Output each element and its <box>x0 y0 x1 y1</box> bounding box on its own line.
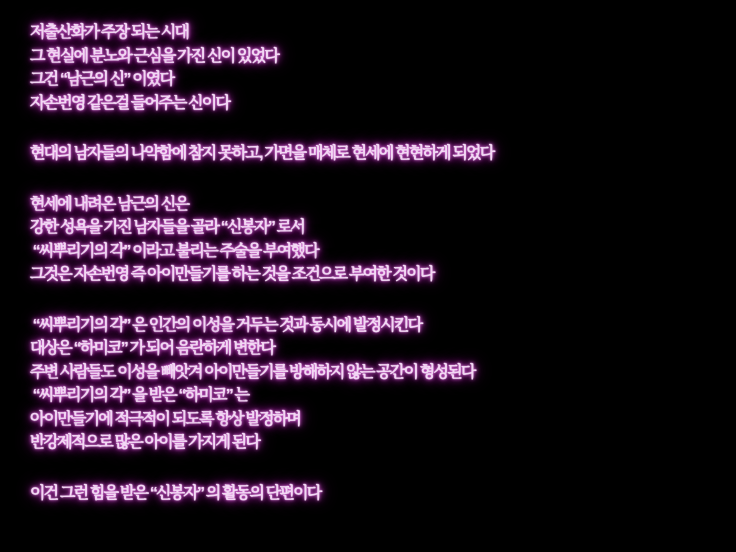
text-line: 현대의 남자들의 나약함에 참지 못하고, 가면을 매체로 현세에 현현하게 되었다 <box>30 145 494 162</box>
text-line: 그것은 자손번영 즉 아이만들기를 하는 것을 조건으로 부여한 것이다 <box>30 266 434 283</box>
text-line: “씨뿌리기의 각” 을 받은 “하미코” 는 <box>30 387 249 404</box>
text-line: 대상은 “하미코” 가 되어 음란하게 변한다 <box>30 340 275 357</box>
paragraph-believers <box>30 193 728 287</box>
text-line: “씨뿌리기의 각” 은 인간의 이성을 거두는 것과 동시에 발정시킨다 <box>30 316 422 334</box>
text-line: 저출산화가 주장 되는 시대 <box>30 24 189 41</box>
paragraph-effects <box>30 314 728 455</box>
text-line: 이건 그런 힘을 받은 “신봉자” 의 활동의 단편이다 <box>30 484 321 502</box>
text-line: 반강제적으로 많은 아이를 가지게 된다 <box>30 434 260 451</box>
text-line: 주변 사람들도 이성을 빼앗겨 아이만들기를 방해하지 않는 공간이 형성된다 <box>30 363 475 381</box>
text-line: 아이만들기에 적극적이 되도록 항상 발정하며 <box>30 410 301 428</box>
paragraph-manifestation <box>30 142 728 166</box>
paragraph-intro <box>30 21 728 115</box>
paragraph-closing <box>30 482 728 506</box>
text-line: 그건 “남근의 신” 이였다 <box>30 71 174 88</box>
text-line: “씨뿌리기의 각” 이라고 불리는 주술을 부여했다 <box>30 242 318 260</box>
text-line: 강한 성욕을 가진 남자들을 골라 “신봉자” 로서 <box>30 219 305 236</box>
text-line: 그 현실에 분노와 근심을 가진 신이 있었다 <box>30 47 279 65</box>
text-line: 자손번영 같은걸 들어주는 신이다 <box>30 94 230 112</box>
text-line: 현세에 내려온 남근의 신은 <box>30 195 189 213</box>
